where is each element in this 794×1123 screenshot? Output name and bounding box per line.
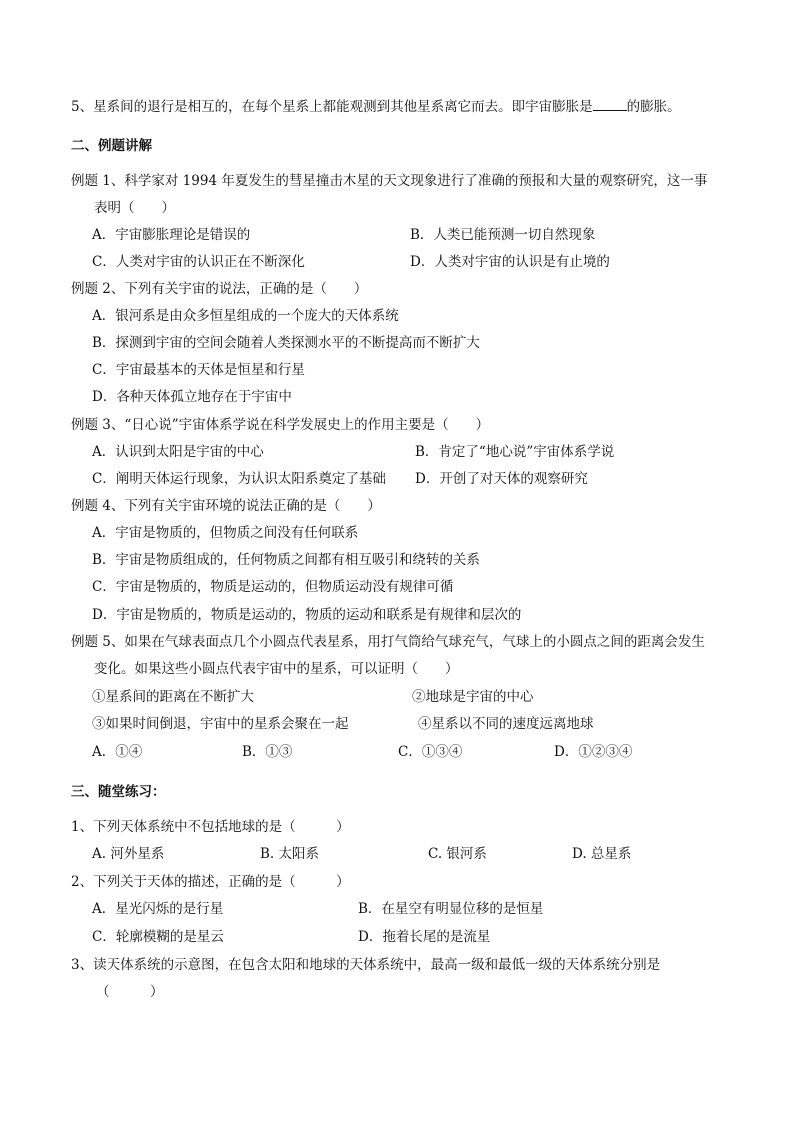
- exercise1-option-c: C. 银河系: [428, 846, 487, 862]
- example2-option-a: A．银河系是由众多恒星组成的一个庞大的天体系统: [92, 308, 399, 324]
- section2-title: 二、例题讲解: [71, 138, 152, 154]
- example5-option-d: D．①②③④: [554, 744, 633, 760]
- example5-statement-2: ②地球是宇宙的中心: [412, 689, 534, 705]
- section3-title: 三、随堂练习：: [71, 784, 166, 800]
- example2-option-d: D．各种天体孤立地存在于宇宙中: [92, 389, 292, 405]
- example3-option-c: C．阐明天体运行现象，为认识太阳系奠定了基础: [92, 471, 386, 487]
- example5-statement-3: ③如果时间倒退，宇宙中的星系会聚在一起: [92, 716, 349, 732]
- example1-option-c: C．人类对宇宙的认识正在不断深化: [92, 254, 305, 270]
- example4-question: 例题 4、下列有关宇宙环境的说法正确的是（ ）: [71, 498, 381, 514]
- example4-option-c: C．宇宙是物质的，物质是运动的，但物质运动没有规律可循: [92, 579, 454, 595]
- example1-option-a: A．宇宙膨胀理论是错误的: [92, 227, 251, 243]
- example4-option-b: B．宇宙是物质组成的，任何物质之间都有相互吸引和绕转的关系: [92, 552, 480, 568]
- example5-question-line1: 例题 5、如果在气球表面点几个小圆点代表星系，用打气筒给气球充气，气球上的小圆点之间的距离会发生: [71, 634, 705, 650]
- example2-question: 例题 2、下列有关宇宙的说法，正确的是（ ）: [71, 281, 368, 297]
- example1-option-b: B．人类已能预测一切自然现象: [410, 227, 596, 243]
- exercise3-question-line1: 3、读天体系统的示意图，在包含太阳和地球的天体系统中，最高一级和最低一级的天体系统分别是: [71, 957, 661, 973]
- example5-option-a: A．①④: [92, 744, 143, 760]
- exercise1-question: 1、下列天体系统中不包括地球的是（ ）: [71, 819, 350, 835]
- example2-option-b: B．探测到宇宙的空间会随着人类探测水平的不断提高而不断扩大: [92, 335, 480, 351]
- exercise2-question: 2、下列关于天体的描述，正确的是（ ）: [71, 874, 350, 890]
- exercise1-option-b: B. 太阳系: [260, 846, 320, 862]
- exercise3-question-line2: （ ）: [96, 984, 164, 1000]
- exercise1-option-a: A. 河外星系: [92, 846, 165, 862]
- exercise2-option-a: A．星光闪烁的是行星: [92, 901, 224, 917]
- example5-question-line2: 变化。如果这些小圆点代表宇宙中的星系，可以证明（ ）: [94, 661, 459, 677]
- exercise1-option-d: D. 总星系: [572, 846, 632, 862]
- example2-option-c: C．宇宙最基本的天体是恒星和行星: [92, 362, 305, 378]
- example3-option-d: D．开创了对天体的观察研究: [415, 471, 588, 487]
- item5-text-after: 的膨胀。: [626, 99, 681, 115]
- exercise2-option-d: D．拖着长尾的是流星: [358, 929, 491, 945]
- item5-line: [71, 97, 681, 116]
- example5-option-b: B．①③: [242, 744, 293, 760]
- example4-option-a: A．宇宙是物质的，但物质之间没有任何联系: [92, 525, 359, 541]
- example5-statement-1: ①星系间的距离在不断扩大: [92, 689, 254, 705]
- exercise2-option-b: B．在星空有明显位移的是恒星: [358, 901, 544, 917]
- example1-question-line1: 例题 1、科学家对 1994 年夏发生的彗星撞击木星的天文现象进行了准确的预报和大量的观察研究，这一事: [71, 173, 708, 189]
- example5-option-c: C．①③④: [398, 744, 463, 760]
- example4-option-d: D．宇宙是物质的，物质是运动的，物质的运动和联系是有规律和层次的: [92, 607, 522, 623]
- example1-question-line2: 表明（ ）: [94, 200, 175, 216]
- example3-option-b: B．肯定了“地心说”宇宙体系学说: [415, 444, 615, 460]
- exercise2-option-c: C．轮廓模糊的是星云: [92, 929, 224, 945]
- item5-answer-blank: [593, 97, 627, 111]
- example5-statement-4: ④星系以不同的速度远离地球: [418, 716, 594, 732]
- example3-option-a: A．认识到太阳是宇宙的中心: [92, 444, 264, 460]
- example1-option-d: D．人类对宇宙的认识是有止境的: [410, 254, 610, 270]
- example3-question: 例题 3、“日心说”宇宙体系学说在科学发展史上的作用主要是（ ）: [71, 417, 490, 433]
- item5-text-before: 5、星系间的退行是相互的，在每个星系上都能观测到其他星系离它而去。即宇宙膨胀是: [71, 99, 593, 115]
